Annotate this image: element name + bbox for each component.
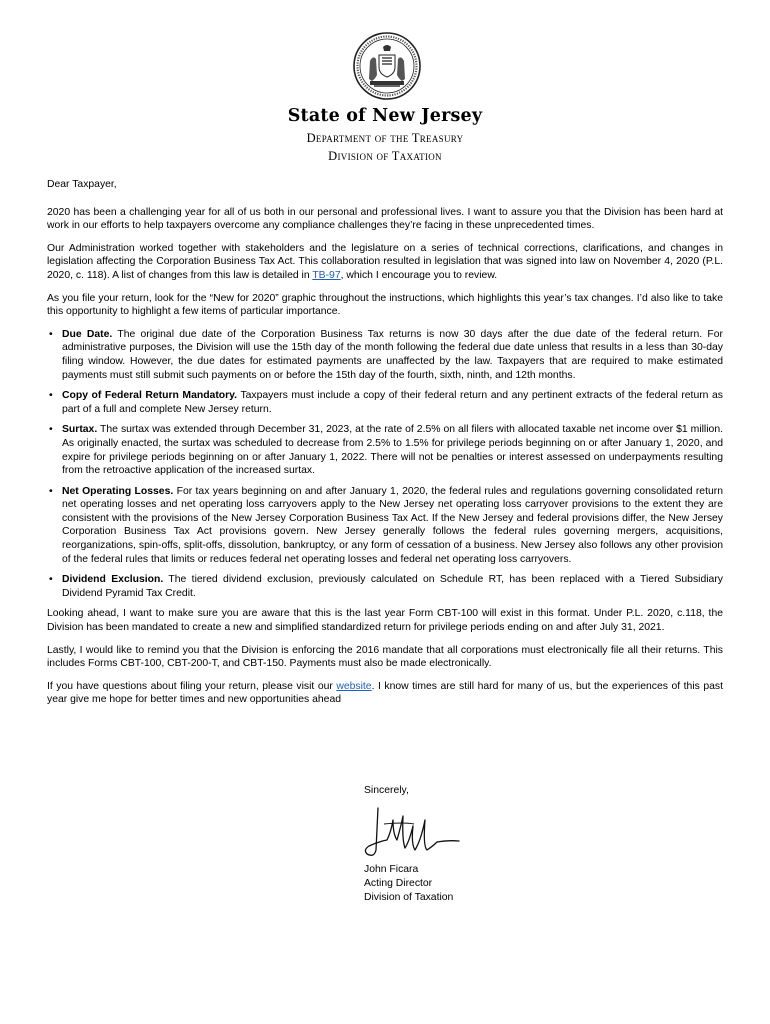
paragraph-highlights: As you file your return, look for the “New for 2020” graphic throughout the instructions, which highlights this year’s tax changes. I’d also like to take this opportunity to highlight a few items of particular importance. <box>47 292 723 318</box>
paragraph-questions-tail: . I know times are still hard for many of us, but the experiences of this past year give me hope for better times and new opportunities ahead <box>47 680 723 706</box>
paragraph-intro: 2020 has been a challenging year for all of us both in our personal and professional lives. I want to assure you that the Division has been hard at work in our efforts to help taxpayers overcome any compliance challenges they’re facing in these unprecedented times. <box>47 206 723 232</box>
list-item <box>47 389 723 416</box>
list-item-title: Due Date. <box>62 328 113 340</box>
website-link[interactable]: website <box>336 680 372 692</box>
list-item <box>47 423 723 477</box>
list-item-title: Net Operating Losses. <box>62 485 174 497</box>
signer-name: John Ficara <box>364 864 419 875</box>
paragraph-efile-mandate: Lastly, I would like to remind you that the Division is enforcing the 2016 mandate that all corporations must electronically file all their returns. This includes Forms CBT-100, CBT-200-T, and CBT-150. Payments must also be made electronically. <box>47 644 723 670</box>
list-item-title: Surtax. <box>62 424 98 436</box>
list-item-text: The tiered dividend exclusion, previously calculated on Schedule RT, has been replaced with a Tiered Subsidiary Dividend Pyramid Tax Credit. <box>62 574 723 599</box>
list-item-text: For tax years beginning on and after January 1, 2020, the federal rules and regulations governing consolidated return net operating losses and net operating loss carryovers apply to the New Jersey net operating loss carryover provisions to the extent they are consistent with the provisions of the New Jersey Corporation Business Tax Act. If the New Jersey and federal provisions differ, the New Jersey Corporation Business Tax Act provisions govern. New Jersey generally follows the federal rules governing mergers, acquisitions, reorganizations, spin-offs, split-offs, dissolution, bankruptcy, or any form of cessation of a business. New Jersey also follows any other provision of the federal rules that limits or reduces federal net operating losses and federal net operating loss carryovers. <box>62 485 723 565</box>
paragraph-legislation <box>47 242 723 283</box>
signer-organization: Division of Taxation <box>364 892 454 903</box>
paragraph-questions-text: If you have questions about filing your return, please visit our <box>47 680 337 692</box>
letter-body <box>47 178 723 716</box>
valediction: Sincerely, <box>364 785 409 796</box>
paragraph-legislation-tail: , which I encourage you to review. <box>340 269 498 281</box>
list-item-text: The original due date of the Corporation Business Tax returns is now 30 days after the due date of the federal return. For administrative purposes, the Division will use the 15th day of the month following the federal due date unless that results in a less than 30-day filing window. However, the due dates for estimated payments are unaffected by the law. Taxpayers that are required to make estimated payments must still submit such payments on or before the 15th day of the fourth, sixth, ninth, and 12th months. <box>62 328 723 381</box>
letterhead-division: Division of Taxation <box>328 149 442 163</box>
signature-block <box>364 863 664 905</box>
bullet-icon: • <box>49 485 53 497</box>
letterhead-department: Department of the Treasury <box>306 131 464 145</box>
paragraph-questions <box>47 680 723 707</box>
state-seal-icon <box>352 31 422 101</box>
highlights-list <box>47 328 723 601</box>
bullet-icon: • <box>49 390 53 402</box>
tb-97-link[interactable]: TB-97 <box>312 269 341 281</box>
bullet-icon: • <box>49 574 53 586</box>
list-item <box>47 485 723 567</box>
bullet-icon: • <box>49 328 53 340</box>
signature-icon <box>364 800 474 860</box>
list-item-text: Taxpayers must include a copy of their federal return and any pertinent extracts of the federal return as part of a full and complete New Jersey return. <box>62 390 723 415</box>
list-item-title: Copy of Federal Return Mandatory. <box>62 390 238 402</box>
list-item-text: The surtax was extended through December 31, 2023, at the rate of 2.5% on all filers with allocated taxable net income over $1 million. As originally enacted, the surtax was scheduled to decrease from 2.5% to 1.5% for privilege periods beginning on or after January 1, 2020, and expire for privilege periods beginning on or after January 1, 2022. There will not be penalties or interest assessed on underpayments resulting from the retroactive application of the increased surtax. <box>62 424 723 477</box>
list-item <box>47 573 723 600</box>
paragraph-looking-ahead: Looking ahead, I want to make sure you are aware that this is the last year Form CBT-100 will exist in this format. Under P.L. 2020, c.118, the Division has been mandated to create a new and simplified standardized return for privilege periods ending on and after July 31, 2021. <box>47 608 723 634</box>
letterhead-state-name: State of New Jersey <box>287 106 483 126</box>
paragraph-legislation-text: Our Administration worked together with stakeholders and the legislature on a series of technical corrections, clarifications, and changes in legislation affecting the Corporation Business Tax Act. This collaboration resulted in legislation that was signed into law on November 4, 2020 (P.L. 2020, c. 118). A list of changes from this law is detailed in <box>47 242 723 281</box>
list-item <box>47 328 723 382</box>
list-item-title: Dividend Exclusion. <box>62 574 164 586</box>
bullet-icon: • <box>49 424 53 436</box>
signer-title: Acting Director <box>364 878 433 889</box>
greeting: Dear Taxpayer, <box>47 179 117 190</box>
